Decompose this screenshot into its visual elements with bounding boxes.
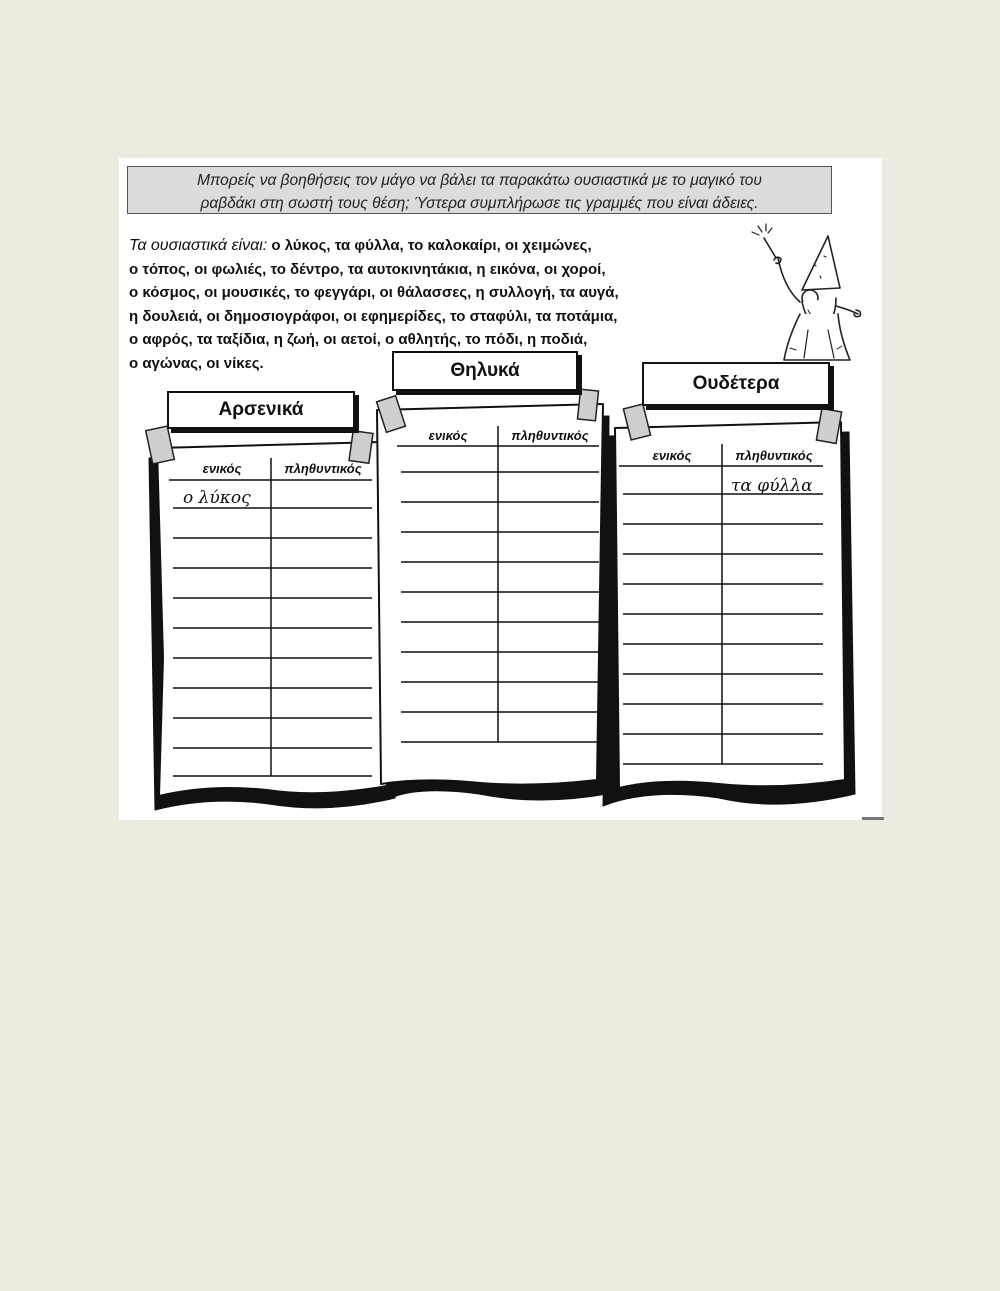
- masculine-entry-1: ο λύκος: [183, 488, 251, 508]
- noun-list-line-3: ο κόσμος, οι μουσικές, το φεγγάρι, οι θάλασσες, η συλλογή, τα αυγά,: [129, 284, 619, 301]
- worksheet: [119, 158, 882, 820]
- neuter-singular-header: ενικός: [652, 448, 692, 463]
- neuter-plural-header: πληθυντικός: [735, 448, 813, 463]
- neuter-entry-1: τα φύλλα: [731, 476, 813, 496]
- tape-masculine-right: [349, 431, 373, 463]
- feminine-paper: [377, 404, 603, 785]
- masculine-singular-header: ενικός: [202, 461, 242, 476]
- instruction-line-2: ραβδάκι στη σωστή τους θέση; Ύστερα συμπλήρωσε τις γραμμές που είναι άδειες.: [200, 195, 759, 212]
- noun-list-line-5: ο αφρός, τα ταξίδια, η ζωή, οι αετοί, ο αθλητής, το πόδι, η ποδιά,: [129, 331, 588, 348]
- noun-list-line-4: η δουλειά, οι δημοσιογράφοι, οι εφημερίδες, το σταφύλι, τα ποτάμια,: [129, 307, 618, 325]
- noun-list-line-6: ο αγώνας, οι νίκες.: [129, 354, 264, 372]
- noun-list-line-2: ο τόπος, οι φωλιές, το δέντρο, τα αυτοκινητάκια, η εικόνα, οι χοροί,: [129, 260, 606, 278]
- feminine-title: Θηλυκά: [392, 351, 578, 391]
- masculine-plural-header: πληθυντικός: [284, 461, 362, 476]
- tape-feminine-right: [577, 389, 598, 421]
- feminine-singular-header: ενικός: [428, 428, 468, 443]
- feminine-plural-header: πληθυντικός: [511, 428, 589, 443]
- corner-mark: [862, 817, 884, 820]
- noun-list-line-1: ο λύκος, τα φύλλα, το καλοκαίρι, οι χειμώνες,: [271, 237, 592, 254]
- instruction-line-1: Μπορείς να βοηθήσεις τον μάγο να βάλει τα παρακάτω ουσιαστικά με το μαγικό του: [197, 172, 762, 189]
- masculine-title: Αρσενικά: [167, 391, 355, 429]
- neuter-title: Ουδέτερα: [642, 362, 830, 406]
- noun-list-lead: Τα ουσιαστικά είναι:: [129, 237, 268, 254]
